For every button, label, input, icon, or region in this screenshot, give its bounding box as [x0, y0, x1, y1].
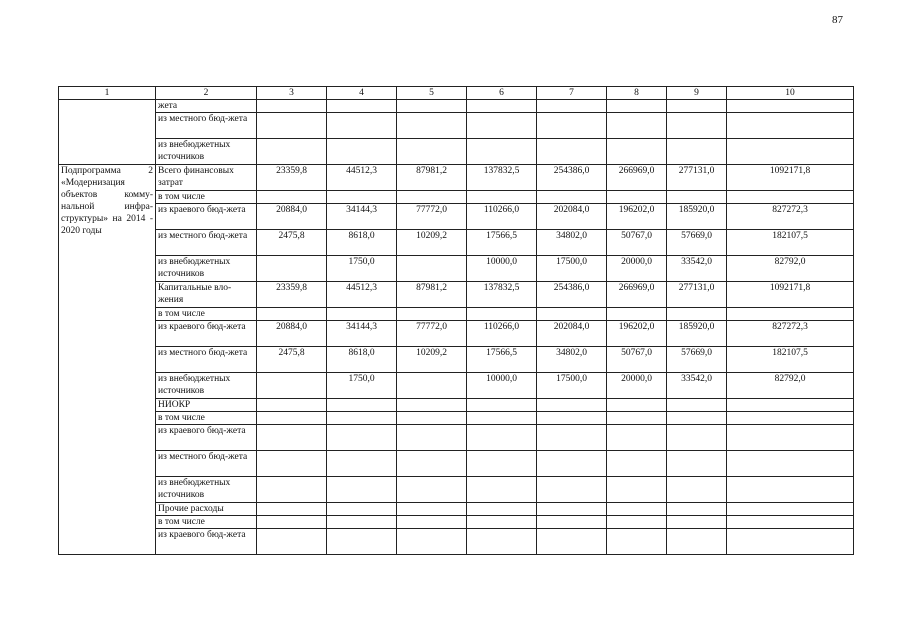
column-header: 1	[59, 87, 156, 100]
value-cell	[397, 399, 467, 412]
value-cell	[327, 399, 397, 412]
value-cell	[467, 516, 537, 529]
value-cell	[257, 516, 327, 529]
value-cell: 185920,0	[667, 204, 727, 230]
row-label: в том числе	[156, 516, 257, 529]
value-cell	[467, 139, 537, 165]
table-row	[59, 321, 854, 347]
value-cell	[467, 529, 537, 555]
value-cell	[467, 477, 537, 503]
row-label: из краевого бюд-жета	[156, 204, 257, 230]
row-label: из внебюджетных источников	[156, 139, 257, 165]
value-cell: 2475,8	[257, 230, 327, 256]
value-cell: 44512,3	[327, 165, 397, 191]
table-row	[59, 412, 854, 425]
row-label: в том числе	[156, 308, 257, 321]
value-cell	[667, 503, 727, 516]
value-cell: 10000,0	[467, 256, 537, 282]
subprogram-label: Подпрограмма 2 «Модернизация объектов комму-нальной инфра-структуры» на 2014 - 2020 годы	[59, 165, 156, 555]
value-cell	[327, 503, 397, 516]
value-cell	[327, 100, 397, 113]
value-cell	[667, 191, 727, 204]
value-cell	[467, 191, 537, 204]
value-cell: 10209,2	[397, 230, 467, 256]
column-header: 4	[327, 87, 397, 100]
value-cell	[257, 529, 327, 555]
table-row	[59, 373, 854, 399]
value-cell	[257, 373, 327, 399]
value-cell	[537, 412, 607, 425]
value-cell	[257, 477, 327, 503]
table-row	[59, 477, 854, 503]
value-cell	[667, 139, 727, 165]
value-cell	[667, 425, 727, 451]
value-cell	[397, 113, 467, 139]
value-cell: 110266,0	[467, 321, 537, 347]
value-cell: 33542,0	[667, 256, 727, 282]
value-cell: 1092171,8	[727, 282, 854, 308]
value-cell	[467, 425, 537, 451]
value-cell	[727, 477, 854, 503]
table-row	[59, 425, 854, 451]
value-cell	[467, 412, 537, 425]
value-cell	[727, 113, 854, 139]
value-cell: 77772,0	[397, 321, 467, 347]
value-cell: 17566,5	[467, 347, 537, 373]
value-cell	[607, 113, 667, 139]
row-label: Всего финансовых затрат	[156, 165, 257, 191]
value-cell	[467, 451, 537, 477]
value-cell	[257, 191, 327, 204]
row-label: из внебюджетных источников	[156, 373, 257, 399]
value-cell: 8618,0	[327, 230, 397, 256]
value-cell	[257, 256, 327, 282]
row-label: из местного бюд-жета	[156, 230, 257, 256]
value-cell: 196202,0	[607, 204, 667, 230]
value-cell: 8618,0	[327, 347, 397, 373]
value-cell	[397, 516, 467, 529]
value-cell	[667, 529, 727, 555]
value-cell	[257, 503, 327, 516]
row-label: из краевого бюд-жета	[156, 425, 257, 451]
value-cell	[257, 113, 327, 139]
value-cell	[537, 399, 607, 412]
value-cell: 33542,0	[667, 373, 727, 399]
value-cell: 34144,3	[327, 204, 397, 230]
row-label: из краевого бюд-жета	[156, 529, 257, 555]
value-cell: 20000,0	[607, 373, 667, 399]
table-row	[59, 347, 854, 373]
value-cell	[727, 451, 854, 477]
value-cell	[607, 100, 667, 113]
value-cell	[327, 113, 397, 139]
value-cell	[327, 425, 397, 451]
value-cell: 87981,2	[397, 165, 467, 191]
value-cell	[327, 529, 397, 555]
value-cell: 23359,8	[257, 165, 327, 191]
value-cell: 254386,0	[537, 282, 607, 308]
table-row	[59, 230, 854, 256]
value-cell	[667, 412, 727, 425]
value-cell: 2475,8	[257, 347, 327, 373]
value-cell	[727, 191, 854, 204]
value-cell	[727, 399, 854, 412]
column-header: 10	[727, 87, 854, 100]
table-row	[59, 282, 854, 308]
row-label: из внебюджетных источников	[156, 256, 257, 282]
row-label: из краевого бюд-жета	[156, 321, 257, 347]
value-cell: 266969,0	[607, 282, 667, 308]
column-header-row	[59, 87, 854, 100]
value-cell: 34802,0	[537, 230, 607, 256]
table-row	[59, 100, 854, 113]
value-cell	[257, 100, 327, 113]
value-cell: 10000,0	[467, 373, 537, 399]
value-cell	[727, 516, 854, 529]
value-cell	[667, 477, 727, 503]
value-cell	[257, 399, 327, 412]
value-cell	[607, 191, 667, 204]
column-header: 3	[257, 87, 327, 100]
value-cell	[327, 477, 397, 503]
value-cell: 277131,0	[667, 165, 727, 191]
value-cell	[257, 451, 327, 477]
table-row	[59, 204, 854, 230]
budget-table	[58, 86, 854, 555]
value-cell	[537, 425, 607, 451]
value-cell	[537, 308, 607, 321]
table-row	[59, 529, 854, 555]
value-cell: 20884,0	[257, 204, 327, 230]
value-cell: 34144,3	[327, 321, 397, 347]
row-label: Прочие расходы	[156, 503, 257, 516]
value-cell	[397, 425, 467, 451]
table-row	[59, 256, 854, 282]
value-cell: 23359,8	[257, 282, 327, 308]
column-header: 2	[156, 87, 257, 100]
value-cell: 50767,0	[607, 230, 667, 256]
value-cell	[467, 100, 537, 113]
value-cell: 137832,5	[467, 282, 537, 308]
value-cell	[607, 399, 667, 412]
value-cell	[607, 412, 667, 425]
value-cell: 1092171,8	[727, 165, 854, 191]
value-cell: 34802,0	[537, 347, 607, 373]
value-cell: 827272,3	[727, 204, 854, 230]
value-cell: 254386,0	[537, 165, 607, 191]
value-cell: 827272,3	[727, 321, 854, 347]
value-cell	[327, 139, 397, 165]
value-cell	[397, 100, 467, 113]
row-label: из внебюджетных источников	[156, 477, 257, 503]
value-cell	[667, 113, 727, 139]
column-header: 8	[607, 87, 667, 100]
value-cell	[727, 503, 854, 516]
value-cell: 266969,0	[607, 165, 667, 191]
value-cell: 277131,0	[667, 282, 727, 308]
row-label: в том числе	[156, 191, 257, 204]
value-cell: 17566,5	[467, 230, 537, 256]
value-cell	[397, 503, 467, 516]
table-row	[59, 503, 854, 516]
row-label: жета	[156, 100, 257, 113]
value-cell	[727, 425, 854, 451]
value-cell	[467, 308, 537, 321]
value-cell	[467, 399, 537, 412]
value-cell: 196202,0	[607, 321, 667, 347]
value-cell: 20884,0	[257, 321, 327, 347]
value-cell	[537, 139, 607, 165]
value-cell	[667, 100, 727, 113]
value-cell: 1750,0	[327, 256, 397, 282]
value-cell	[607, 516, 667, 529]
page-number: 87	[832, 14, 843, 26]
value-cell	[727, 100, 854, 113]
value-cell	[537, 191, 607, 204]
value-cell	[537, 529, 607, 555]
value-cell	[607, 425, 667, 451]
value-cell: 77772,0	[397, 204, 467, 230]
value-cell	[257, 139, 327, 165]
value-cell	[727, 308, 854, 321]
table-row	[59, 451, 854, 477]
value-cell: 202084,0	[537, 204, 607, 230]
value-cell	[327, 451, 397, 477]
value-cell: 182107,5	[727, 347, 854, 373]
row-label: Капитальные вло-жения	[156, 282, 257, 308]
value-cell	[397, 308, 467, 321]
value-cell	[607, 477, 667, 503]
value-cell: 185920,0	[667, 321, 727, 347]
column-header: 9	[667, 87, 727, 100]
value-cell	[257, 308, 327, 321]
row-label: НИОКР	[156, 399, 257, 412]
value-cell	[257, 412, 327, 425]
value-cell: 10209,2	[397, 347, 467, 373]
value-cell	[397, 191, 467, 204]
value-cell	[327, 191, 397, 204]
table-row	[59, 113, 854, 139]
value-cell: 82792,0	[727, 373, 854, 399]
table-row	[59, 191, 854, 204]
row-label: из местного бюд-жета	[156, 347, 257, 373]
value-cell	[667, 516, 727, 529]
row-label: из местного бюд-жета	[156, 113, 257, 139]
value-cell	[397, 451, 467, 477]
value-cell: 1750,0	[327, 373, 397, 399]
value-cell	[327, 308, 397, 321]
value-cell	[667, 451, 727, 477]
value-cell	[607, 503, 667, 516]
value-cell: 57669,0	[667, 230, 727, 256]
value-cell	[397, 412, 467, 425]
value-cell	[727, 529, 854, 555]
value-cell	[727, 139, 854, 165]
value-cell	[537, 516, 607, 529]
table-row	[59, 516, 854, 529]
value-cell: 50767,0	[607, 347, 667, 373]
value-cell: 202084,0	[537, 321, 607, 347]
value-cell: 87981,2	[397, 282, 467, 308]
row-label: из местного бюд-жета	[156, 451, 257, 477]
value-cell: 137832,5	[467, 165, 537, 191]
value-cell	[467, 113, 537, 139]
value-cell	[607, 529, 667, 555]
value-cell	[397, 529, 467, 555]
value-cell: 17500,0	[537, 256, 607, 282]
value-cell: 44512,3	[327, 282, 397, 308]
value-cell: 182107,5	[727, 230, 854, 256]
value-cell	[327, 516, 397, 529]
value-cell	[397, 256, 467, 282]
value-cell: 82792,0	[727, 256, 854, 282]
value-cell	[667, 308, 727, 321]
table-row	[59, 139, 854, 165]
value-cell: 17500,0	[537, 373, 607, 399]
value-cell	[607, 139, 667, 165]
value-cell	[397, 373, 467, 399]
value-cell	[397, 139, 467, 165]
column-header: 6	[467, 87, 537, 100]
value-cell	[397, 477, 467, 503]
value-cell	[667, 399, 727, 412]
value-cell	[537, 451, 607, 477]
row-label: в том числе	[156, 412, 257, 425]
column-header: 5	[397, 87, 467, 100]
value-cell	[467, 503, 537, 516]
value-cell: 57669,0	[667, 347, 727, 373]
value-cell: 20000,0	[607, 256, 667, 282]
value-cell	[537, 503, 607, 516]
table-body	[59, 87, 854, 555]
table-row	[59, 165, 854, 191]
value-cell	[537, 113, 607, 139]
value-cell	[727, 412, 854, 425]
value-cell	[537, 100, 607, 113]
empty-cell	[59, 100, 156, 165]
value-cell	[537, 477, 607, 503]
value-cell	[257, 425, 327, 451]
column-header: 7	[537, 87, 607, 100]
value-cell: 110266,0	[467, 204, 537, 230]
value-cell	[327, 412, 397, 425]
table-row	[59, 308, 854, 321]
value-cell	[607, 451, 667, 477]
table-row	[59, 399, 854, 412]
value-cell	[607, 308, 667, 321]
